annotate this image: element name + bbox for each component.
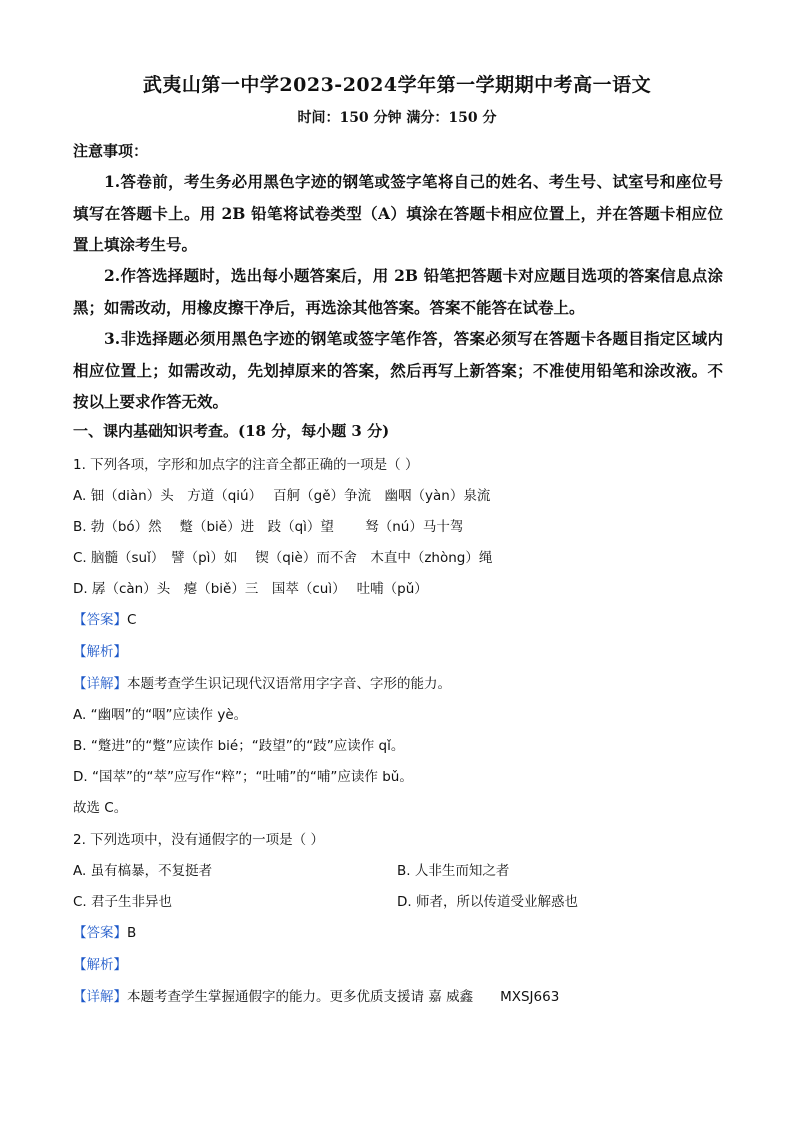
detail-tag: 【详解】 xyxy=(73,676,127,692)
analysis-tag: 【解析】 xyxy=(73,644,127,660)
question-1-detail xyxy=(73,672,451,692)
notice-item-1: 1.答卷前，考生务必用黑色字迹的钢笔或签字笔将自己的姓名、考生号、试室号和座位号填写在答题卡上。用 2B 铅笔将试卷类型（A）填涂在答题卡相应位置上，并在答题卡相应位置上填涂考生号。 xyxy=(73,172,723,254)
detail-text: 本题考查学生掌握通假字的能力。更多优质支援请 嘉 威鑫 MXSJ663 xyxy=(127,989,560,1005)
analysis-tag: 【解析】 xyxy=(73,957,127,973)
detail-tag: 【详解】 xyxy=(73,989,127,1005)
notice-heading: 注意事项： xyxy=(73,142,149,160)
answer-value: C xyxy=(127,612,137,628)
notice-item-3: 3.非选择题必须用黑色字迹的钢笔或签字笔作答，答案必须写在答题卡各题目指定区域内相应位置上；如需改动，先划掉原来的答案，然后再写上新答案；不准使用铅笔和涂改液。不按以上要求作答无效。 xyxy=(73,329,723,411)
question-1-analysis-tag xyxy=(73,640,127,660)
question-1-explanation-a: A. “幽咽”的“咽”应读作 yè。 xyxy=(73,707,248,723)
notice-item-2: 2.作答选择题时，选出每小题答案后，用 2B 铅笔把答题卡对应题目选项的答案信息点涂黑；如需改动，用橡皮擦干净后，再选涂其他答案。答案不能答在试卷上。 xyxy=(73,266,723,317)
question-1-stem: 1. 下列各项，字形和加点字的注音全都正确的一项是（ ） xyxy=(73,457,419,473)
section-heading: 一、课内基础知识考查。(18 分，每小题 3 分) xyxy=(73,422,390,440)
question-2-detail xyxy=(73,985,559,1005)
question-2-option-b: B. 人非生而知之者 xyxy=(397,863,510,879)
exam-time-score: 时间：150 分钟 满分：150 分 xyxy=(297,110,497,126)
question-1-option-b: B. 勃（bó）然 蹩（biě）进 跂（qì）望 驽（nú）马十驾 xyxy=(73,519,464,535)
question-1-option-a: A. 钿（diàn）头 方道（qiú） 百舸（gě）争流 幽咽（yàn）泉流 xyxy=(73,488,491,504)
question-2-answer xyxy=(73,921,136,941)
question-1-explanation-b: B. “蹩进”的“蹩”应读作 bié；“跂望”的“跂”应读作 qǐ。 xyxy=(73,738,405,754)
question-1-option-c: C. 脑髓（suǐ） 譬（pì）如 锲（qiè）而不舍 木直中（zhòng）绳 xyxy=(73,550,493,566)
exam-title: 武夷山第一中学2023-2024学年第一学期期中考高一语文 xyxy=(142,74,652,96)
answer-tag: 【答案】 xyxy=(73,925,127,941)
question-2-option-a: A. 虽有槁暴，不复挺者 xyxy=(73,863,213,879)
question-1-option-d: D. 孱（càn）头 瘪（biě）三 国萃（cuì） 吐哺（pǔ） xyxy=(73,581,428,597)
question-1-conclusion: 故选 C。 xyxy=(73,800,128,816)
answer-value: B xyxy=(127,925,137,941)
question-1-answer xyxy=(73,608,136,628)
question-2-option-c: C. 君子生非异也 xyxy=(73,894,173,910)
question-2-option-d: D. 师者，所以传道受业解惑也 xyxy=(397,894,578,910)
question-2-stem: 2. 下列选项中，没有通假字的一项是（ ） xyxy=(73,832,324,848)
answer-tag: 【答案】 xyxy=(73,612,127,628)
question-2-analysis-tag xyxy=(73,953,127,973)
question-1-explanation-d: D. “国萃”的“萃”应写作“粹”；“吐哺”的“哺”应读作 bǔ。 xyxy=(73,769,413,785)
detail-text: 本题考查学生识记现代汉语常用字字音、字形的能力。 xyxy=(127,676,451,692)
